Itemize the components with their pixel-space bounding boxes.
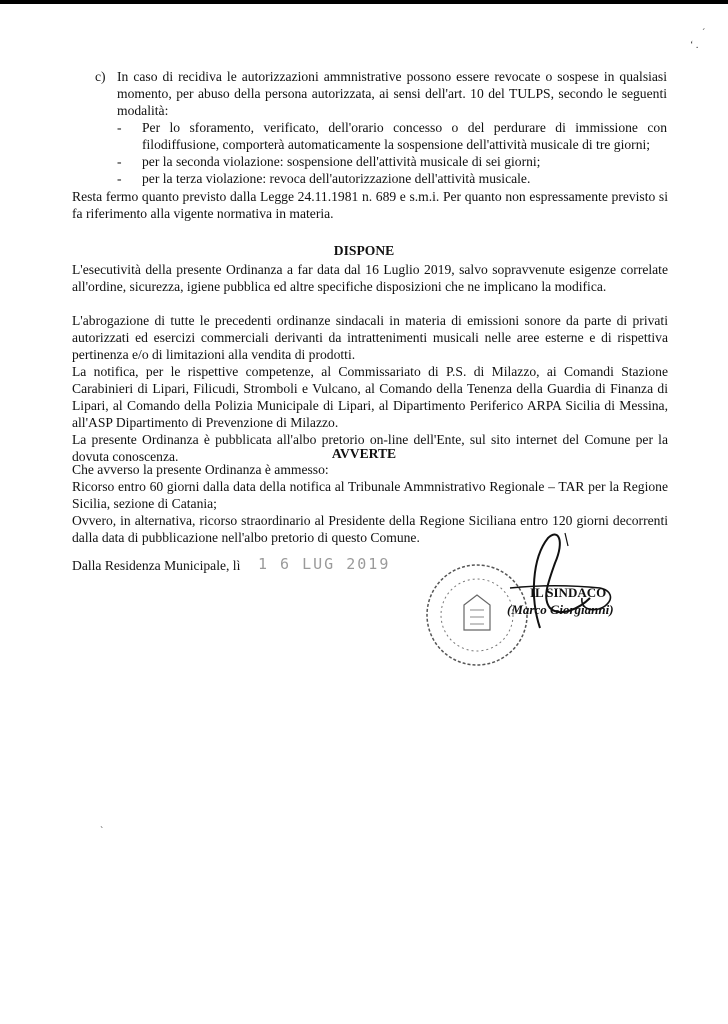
bullet-dash: - (117, 171, 122, 186)
signer-name: (Marco Giorgianni) (507, 602, 614, 617)
avverte-paragraph-3: Ovvero, in alternativa, ricorso straordinario al Presidente della Regione Siciliana entro 120 giorni decorrenti dalla data di pubblicazione nell'albo pretorio di questo Comune. (72, 513, 668, 545)
dispone-paragraph-1: L'esecutività della presente Ordinanza a far data dal 16 Luglio 2019, salvo sopravvenute esigenze correlate all'ordine, sicurezza, igiene pubblica ed altre specifiche disposizioni che ne implicano la modifica. (72, 262, 668, 294)
bullet-item (117, 153, 667, 170)
avverte-paragraph-1: Che avverso la presente Ordinanza è ammesso: (72, 462, 329, 477)
bullet-item (117, 119, 667, 153)
handwritten-signature (470, 528, 630, 638)
scan-top-border (0, 0, 728, 4)
bullet-dash: - (117, 120, 122, 135)
bullet-text: per la terza violazione: revoca dell'autorizzazione dell'attività musicale. (142, 171, 531, 186)
avverte-heading: AVVERTE (331, 446, 397, 461)
list-item-letter: c) (95, 69, 106, 84)
dispone-paragraph-2: L'abrogazione di tutte le precedenti ordinanze sindacali in materia di emissioni sonore da parte di privati autorizzati ed esercizi commerciali derivanti da intrattenimenti musicali nelle aree esterne e di rispettiva pertinenza e/o di limitazioni alla vendita di prodotti. (72, 313, 668, 362)
bullet-text: Per lo sforamento, verificato, dell'orario concesso o del perdurare di immissione con filodiffusione, comporterà automaticamente la sospensione dell'attività musicale di tre giorni; (142, 120, 667, 152)
scan-speck: ˋ (100, 826, 104, 837)
bullet-item (117, 170, 667, 187)
bullet-dash: - (117, 154, 122, 169)
dispone-heading: DISPONE (333, 243, 395, 258)
date-stamp: 1 6 LUG 2019 (258, 555, 391, 573)
scan-speck: ʻ . (690, 40, 699, 51)
bullet-text: per la seconda violazione: sospensione dell'attività musicale di sei giorni; (142, 154, 541, 169)
bullet-list (117, 119, 667, 187)
place-date-line: Dalla Residenza Municipale, lì (72, 558, 241, 573)
dispone-paragraph-3: La notifica, per le rispettive competenze, al Commissariato di P.S. di Milazzo, ai Comandi Stazione Carabinieri di Lipari, Filicudi, Stromboli e Vulcano, al Comando della Tenenza della Guardia di Finanza di Lipari, al Comando della Polizia Municipale di Lipari, al Dipartimento Periferico ARPA Sicilia di Messina, all'ASP Dipartimento di Prevenzione di Milazzo. (72, 364, 668, 430)
signer-title: IL SINDACO (530, 585, 607, 600)
list-item-c-text: In caso di recidiva le autorizzazioni ammnistrative possono essere revocate o sospese in qualsiasi momento, per abuso della persona autorizzata, ai sensi dell'art. 10 del TULPS, secondo le seguenti modalità: (117, 69, 667, 118)
resta-fermo-paragraph: Resta fermo quanto previsto dalla Legge 24.11.1981 n. 689 e s.m.i. Per quanto non espressamente previsto si fa riferimento alla vigente normativa in materia. (72, 189, 668, 221)
scan-speck: ˊ (702, 28, 706, 39)
dispone-paragraph-4: La presente Ordinanza è pubblicata all'albo pretorio on-line dell'Ente, sul sito internet del Comune per la dovuta conoscenza. (72, 432, 668, 464)
avverte-paragraph-2: Ricorso entro 60 giorni dalla data della notifica al Tribunale Ammnistrativo Regionale – TAR per la Regione Sicilia, sezione di Catania; (72, 479, 668, 511)
